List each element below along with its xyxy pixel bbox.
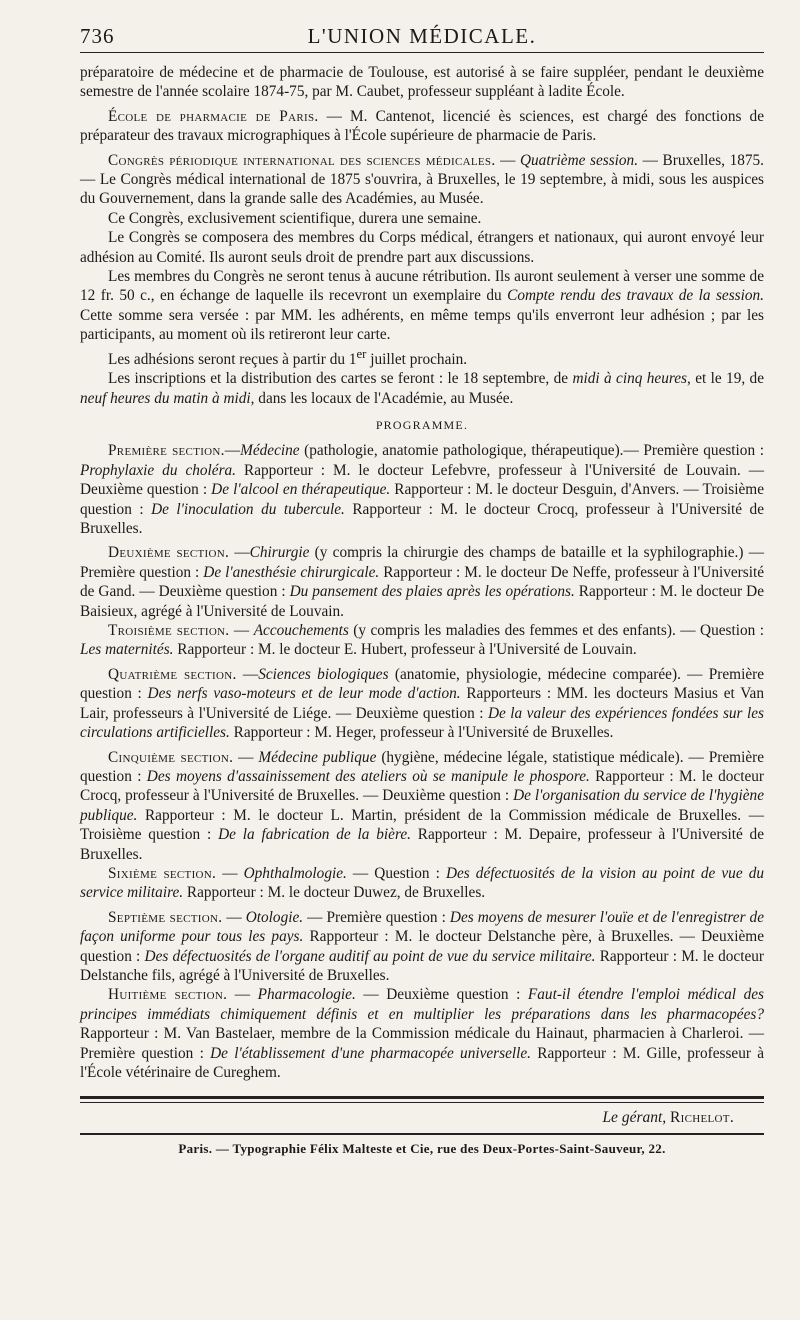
paragraph-5-italic-1: midi à cinq heures xyxy=(572,370,687,388)
section-2-paragraph xyxy=(80,543,764,621)
paragraph-4-superscript: er xyxy=(356,346,367,361)
section-text: (pathologie, anatomie pathologique, thérapeutique).— Première question : xyxy=(299,442,764,460)
section-4-label: Quatrième section. xyxy=(108,665,237,683)
section-1-paragraph xyxy=(80,441,764,538)
paragraph-5-italic-2: neuf heures du matin à midi xyxy=(80,389,251,407)
question-title: Des défectuosités de la vision au point de vue du service militaire. xyxy=(80,864,764,902)
paragraph-3-text-a: Les membres du Congrès ne seront tenus à aucune rétribution. Ils auront seulement à verser une somme de 12 fr. 50 c., en échange de laquelle ils recevront un exemplaire du xyxy=(80,268,764,305)
section-text: Rapporteur : M. le docteur Desguin, d'Anvers. — Troisième question : xyxy=(80,481,764,518)
section-1-label: Première section. xyxy=(108,442,225,460)
dash: — xyxy=(229,544,250,562)
dash: — xyxy=(216,864,244,882)
paragraph-3-italic: Compte rendu des travaux de la session. xyxy=(507,287,764,305)
journal-title: L'UNION MÉDICALE. xyxy=(307,24,537,48)
paragraph-5-text-b: , et le 19, de xyxy=(687,370,764,388)
section-text: (anatomie, physiologie, médecine comparée). — Première question : xyxy=(80,665,764,703)
running-header xyxy=(80,22,764,53)
section-8-paragraph xyxy=(80,985,764,1082)
question-title: Des moyens de mesurer l'ouïe et de l'enregistrer de façon uniforme pour tous les pays. xyxy=(80,908,764,946)
congres-text: — Bruxelles, 1875. — Le Congrès médical international de 1875 s'ouvrira, à Bruxelles, le 19 septembre, à midi, sous les auspices du Gouvernement, dans la grande salle des Académies, au Musée. xyxy=(80,151,764,208)
section-text: Rapporteur : M. le docteur E. Hubert, professeur à l'Université de Louvain. xyxy=(173,641,637,659)
paragraph-4-text-b: juillet prochain. xyxy=(366,350,468,368)
section-text: Rapporteur : M. le docteur De Neffe, professeur à l'Université de Gand. — Deuxième question : xyxy=(80,563,764,601)
section-6-topic: Ophthalmologie. xyxy=(243,864,347,882)
dash: — xyxy=(224,442,241,460)
question-title: Des défectuosités de l'organe auditif au point de vue du service militaire. xyxy=(144,947,596,965)
section-2-topic: Chirurgie xyxy=(249,544,310,562)
question-title: De l'inoculation du tubercule. xyxy=(151,500,345,518)
congres-label: Congrès périodique international des sciences médicales. xyxy=(108,151,496,169)
ecole-paragraph xyxy=(80,107,764,146)
article-body xyxy=(80,63,764,1082)
section-3-paragraph xyxy=(80,621,764,660)
section-text: Rapporteur : M. Depaire, professeur à l'Université de Bruxelles. xyxy=(80,826,764,863)
intro-text: préparatoire de médecine et de pharmacie de Toulouse, est autorisé à se faire suppléer, pendant le deuxième semestre de l'année scolaire 1874-75, par M. Caubet, professeur suppléant à ladite École. xyxy=(80,64,764,101)
paragraph-3 xyxy=(80,267,764,345)
question-title: De l'organisation du service de l'hygiène publique. xyxy=(80,787,764,824)
question-title: De l'alcool en thérapeutique. xyxy=(211,481,391,499)
section-3-label: Troisième section. xyxy=(108,622,230,640)
paragraph-4-text-a: Les adhésions seront reçues à partir du 1 xyxy=(108,350,357,368)
section-text: (y compris les maladies des femmes et des enfants). — Question : xyxy=(348,622,764,640)
dash: — xyxy=(233,748,259,766)
paragraph-5-text-a: Les inscriptions et la distribution des cartes se feront : le 18 septembre, de xyxy=(108,370,573,388)
printer-imprint: Paris. — Typographie Félix Malteste et Cie, rue des Deux-Portes-Saint-Sauveur, 22. xyxy=(178,1141,666,1157)
section-text: — Deuxième question : xyxy=(355,986,528,1004)
signature-name: Richelot. xyxy=(670,1109,734,1127)
congres-paragraph xyxy=(80,151,764,209)
section-text: Rapporteur : M. Van Bastelaer, membre de la Commission médicale du Hainaut, pharmacien à Charleroi. — Première question : xyxy=(80,1025,764,1062)
section-text: (hygiène, médecine légale, statistique médicale). — Première question : xyxy=(80,748,764,785)
section-4-paragraph xyxy=(80,665,764,743)
footer-double-rule xyxy=(80,1096,764,1103)
question-title: De l'établissement d'une pharmacopée universelle. xyxy=(210,1044,531,1062)
section-text: Rapporteurs : MM. les docteurs Masius et Van Lair, professeurs à l'Université de Liége. — Deuxième question : xyxy=(80,685,764,722)
section-1-topic: Médecine xyxy=(240,442,300,460)
section-text: (y compris la chirurgie des champs de bataille et la syphilographie.) — Première question : xyxy=(80,544,764,581)
section-8-topic: Pharmacologie. xyxy=(257,986,356,1004)
paragraph-5-text-c: , dans les locaux de l'Académie, au Musée. xyxy=(250,389,514,407)
section-text: Rapporteur : M. le docteur Duwez, de Bruxelles. xyxy=(183,884,486,902)
question-title: Des nerfs vaso-moteurs et de leur mode d'action. xyxy=(147,685,461,703)
section-5-label: Cinquième section. xyxy=(108,748,234,766)
question-title: Les maternités. xyxy=(80,641,174,659)
question-title: Du pansement des plaies après les opérations. xyxy=(289,583,575,601)
section-text: Rapporteur : M. le docteur Crocq, professeur à l'Université de Bruxelles. — Deuxième question : xyxy=(80,767,764,805)
ecole-text: — M. Cantenot, licencié ès sciences, est chargé des fonctions de préparateur des travaux micrographiques à l'École supérieure de pharmacie de Paris. xyxy=(80,107,764,145)
programme-heading: PROGRAMME. xyxy=(375,418,469,432)
question-title: De l'anesthésie chirurgicale. xyxy=(203,563,380,581)
paragraph-1 xyxy=(80,209,764,228)
section-3-topic: Accouchements xyxy=(253,622,349,640)
dash: — xyxy=(227,986,258,1004)
dash: — xyxy=(222,908,246,926)
section-2-label: Deuxième section. xyxy=(108,544,230,562)
paragraph-4 xyxy=(80,345,764,370)
section-5-topic: Médecine publique xyxy=(258,748,377,766)
section-7-topic: Otologie. xyxy=(245,908,304,926)
section-7-label: Septième section. xyxy=(108,908,223,926)
dash: — xyxy=(229,622,254,640)
question-title: De la valeur des expériences fondées sur les circulations artificielles. xyxy=(80,704,764,742)
section-7-paragraph xyxy=(80,908,764,986)
question-title: Prophylaxie du choléra. xyxy=(80,461,237,479)
section-text: — Première question : xyxy=(303,908,450,926)
intro-paragraph xyxy=(80,63,764,102)
section-text: Rapporteur : M. le docteur De Baisieux, agrégé à l'Université de Louvain. xyxy=(80,583,764,620)
section-text: Rapporteur : M. le docteur Delstanche fils, agrégé à l'Université de Bruxelles. xyxy=(80,947,764,984)
paragraph-3-text-b: Cette somme sera versée : par MM. les adhérents, en même temps qu'ils enverront leur adhésion ; par les participants, au moment où ils retireront leur carte. xyxy=(80,306,764,344)
signature xyxy=(80,1109,764,1127)
paragraph-2-text: Le Congrès se composera des membres du Corps médical, étrangers et nationaux, qui auront envoyé leur adhésion au Comité. Ils auront seuls droit de prendre part aux discussions. xyxy=(80,229,764,266)
paragraph-2 xyxy=(80,228,764,267)
dash: — xyxy=(495,151,520,169)
section-text: — Question : xyxy=(346,864,446,882)
question-title: Faut-il étendre l'emploi médical des principes immédiats chimiquement définis et en multiplier les préparations dans les pharmacopées? xyxy=(80,986,764,1023)
section-text: Rapporteur : M. le docteur Lefebvre, professeur à l'Université de Louvain. — Deuxième question : xyxy=(80,461,764,499)
section-text: Rapporteur : M. le docteur Crocq, professeur à l'Université de Bruxelles. xyxy=(80,500,764,538)
section-text: Rapporteur : M. le docteur Delstanche père, à Bruxelles. — Deuxième question : xyxy=(80,928,764,965)
signature-label: Le gérant, xyxy=(602,1109,667,1127)
imprint-rule xyxy=(80,1133,764,1135)
section-6-label: Sixième section. xyxy=(108,864,217,882)
page-number: 736 xyxy=(80,24,115,48)
section-8-label: Huitième section. xyxy=(108,986,228,1004)
paragraph-1-text: Ce Congrès, exclusivement scientifique, durera une semaine. xyxy=(108,209,482,227)
section-text: Rapporteur : M. Gille, professeur à l'École vétérinaire de Cureghem. xyxy=(80,1044,764,1081)
ecole-label: École de pharmacie de Paris. xyxy=(108,107,319,125)
section-5-paragraph xyxy=(80,748,764,864)
section-6-paragraph xyxy=(80,864,764,903)
question-title: De la fabrication de la bière. xyxy=(218,826,411,844)
question-title: Des moyens d'assainissement des ateliers où se manipule le phospore. xyxy=(146,767,590,785)
section-text: Rapporteur : M. le docteur L. Martin, président de la Commission médicale de Bruxelles. — Troisième question : xyxy=(80,806,764,844)
paragraph-5 xyxy=(80,369,764,408)
section-4-topic: Sciences biologiques xyxy=(258,665,389,683)
section-text: Rapporteur : M. Heger, professeur à l'Université de Bruxelles. xyxy=(229,724,614,742)
congres-session: Quatrième session. xyxy=(519,151,639,169)
dash: — xyxy=(236,665,259,683)
